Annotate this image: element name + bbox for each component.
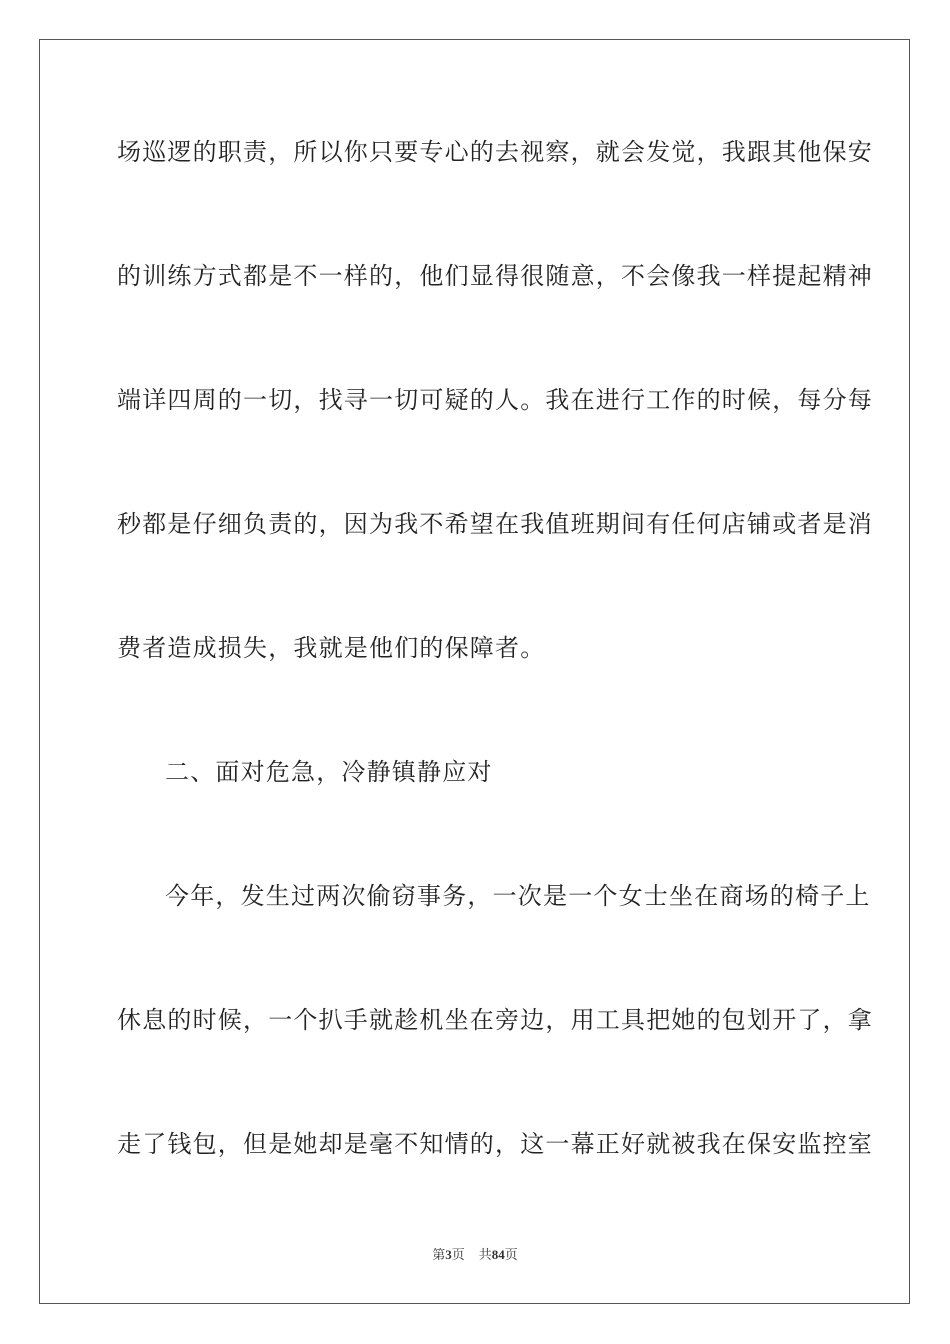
body-text-line: 秒都是仔细负责的，因为我不希望在我值班期间有任何店铺或者是消 — [117, 510, 873, 538]
total-prefix: 共 — [478, 1247, 492, 1262]
paragraph-first-line: 今年，发生过两次偷窃事务，一次是一个女士坐在商场的椅子上 — [165, 882, 871, 910]
body-text-line: 休息的时候，一个扒手就趁机坐在旁边，用工具把她的包划开了，拿 — [117, 1006, 873, 1034]
total-suffix: 页 — [504, 1247, 518, 1262]
body-text-line: 走了钱包，但是她却是毫不知情的，这一幕正好就被我在保安监控室 — [117, 1130, 873, 1158]
body-text-line: 费者造成损失，我就是他们的保障者。 — [117, 634, 546, 662]
page-prefix: 第 — [432, 1247, 446, 1262]
body-text-line: 场巡逻的职责，所以你只要专心的去视察，就会发觉，我跟其他保安 — [117, 138, 873, 166]
page-number: 3 — [445, 1247, 452, 1262]
body-text-line: 的训练方式都是不一样的，他们显得很随意，不会像我一样提起精神 — [117, 262, 873, 290]
body-text-line: 端详四周的一切，找寻一切可疑的人。我在进行工作的时候，每分每 — [117, 386, 873, 414]
page-suffix: 页 — [451, 1247, 465, 1262]
total-pages: 84 — [491, 1247, 505, 1262]
section-heading: 二、面对危急，冷静镇静应对 — [165, 758, 493, 786]
page-footer — [0, 1246, 950, 1264]
page-border — [39, 39, 910, 1304]
